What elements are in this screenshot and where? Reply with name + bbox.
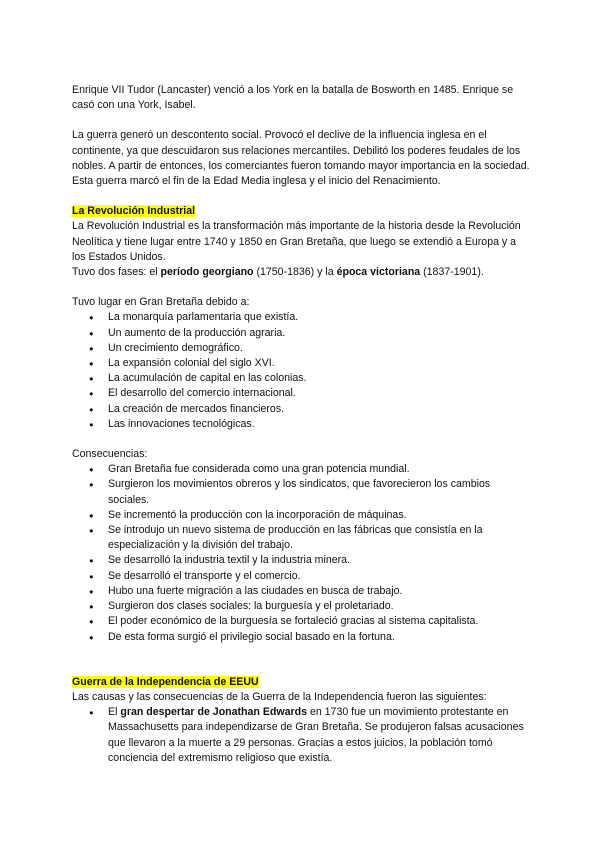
phases-text-3: (1837-1901). — [420, 266, 484, 279]
causes-intro: Tuvo lugar en Gran Bretaña debido a: — [72, 296, 250, 309]
list-item: ● Un aumento de la producción agraria. — [72, 326, 530, 341]
list-item: ● Surgieron los movimientos obreros y los sindicatos, que favorecieron los cambios sociales. — [72, 477, 530, 507]
list-item — [72, 705, 530, 766]
list-item: ● Hubo una fuerte migración a las ciudades en busca de trabajo. — [72, 584, 530, 599]
consequences-list — [72, 462, 530, 644]
list-item: ● El desarrollo del comercio internacional. — [72, 386, 530, 401]
phases-text-2: (1750-1836) y la — [253, 266, 337, 279]
section-heading-independence-wrap — [72, 675, 530, 690]
item1-text-1: El — [108, 706, 121, 719]
phases-text-1: Tuvo dos fases: el — [72, 266, 161, 279]
causes-list — [72, 310, 530, 432]
section-heading-industrial: La Revolución Industrial — [72, 205, 196, 218]
list-item: ● Un crecimiento demográfico. — [72, 341, 530, 356]
list-item: ● La expansión colonial del siglo XVI. — [72, 356, 530, 371]
list-item: ● La creación de mercados financieros. — [72, 402, 530, 417]
list-item: ● Se desarrolló el transporte y el comercio. — [72, 569, 530, 584]
list-item: ● Gran Bretaña fue considerada como una gran potencia mundial. — [72, 462, 530, 477]
intro-paragraph-1: Enrique VII Tudor (Lancaster) venció a los York en la batalla de Bosworth en 1485. Enrique se casó con una York, Isabel. — [72, 84, 514, 112]
industrial-paragraph-1: La Revolución Industrial es la transformación más importante de la historia desde la Revolución Neolítica y tiene lugar entre 1740 y 1850 en Gran Bretaña, que luego se extendió a Europa y a los Estados Unidos. — [72, 220, 521, 263]
list-item: ● La acumulación de capital en las colonias. — [72, 371, 530, 386]
section-heading-independence: Guerra de la Independencia de EEUU — [72, 675, 259, 688]
industrial-phases-paragraph — [72, 265, 530, 280]
list-item: ● De esta forma surgió el privilegio social basado en la fortuna. — [72, 630, 530, 645]
consequences-intro: Consecuencias: — [72, 448, 148, 461]
list-item: ● Se incrementó la producción con la incorporación de máquinas. — [72, 508, 530, 523]
phases-bold-2: época victoriana — [336, 266, 421, 279]
phases-bold-1: período georgiano — [160, 266, 254, 279]
list-item: ● El poder económico de la burguesía se fortaleció gracias al sistema capitalista. — [72, 614, 530, 629]
list-item: ● Se introdujo un nuevo sistema de producción en las fábricas que consistía en la especialización y la división del trabajo. — [72, 523, 530, 553]
list-item: ● La monarquía parlamentaria que existía. — [72, 310, 530, 325]
list-item: ● Las innovaciones tecnológicas. — [72, 417, 530, 432]
item1-bold-1: gran despertar de Jonathan Edwards — [120, 706, 307, 719]
item1-text-2: en 1730 fue un movimiento protestante en Massachusetts para independizarse de Gran Bretaña. Se produjeron falsas acusaciones que llevaron a la muerte a 29 personas. Gracias a estos juicios, la población tomó conciencia del extremismo religioso que existía. — [108, 706, 524, 764]
independence-paragraph-1: Las causas y las consecuencias de la Guerra de la Independencia fueron las siguientes: — [72, 690, 487, 703]
independence-list — [72, 705, 530, 766]
list-item: ● Surgieron dos clases sociales: la burguesía y el proletariado. — [72, 599, 530, 614]
intro-paragraph-2: La guerra generó un descontento social. Provocó el declive de la influencia inglesa en el continente, ya que descuidaron sus relaciones mercantiles. Debilitó los poderes feudales de los nobles. A partir de entonces, los comerciantes fueron tomando mayor importancia en la sociedad. Esta guerra marcó el fin de la Edad Media inglesa y el inicio del Renacimiento. — [72, 129, 530, 188]
list-item: ● Se desarrolló la industria textil y la industria minera. — [72, 553, 530, 568]
section-heading-industrial-wrap — [72, 204, 530, 219]
